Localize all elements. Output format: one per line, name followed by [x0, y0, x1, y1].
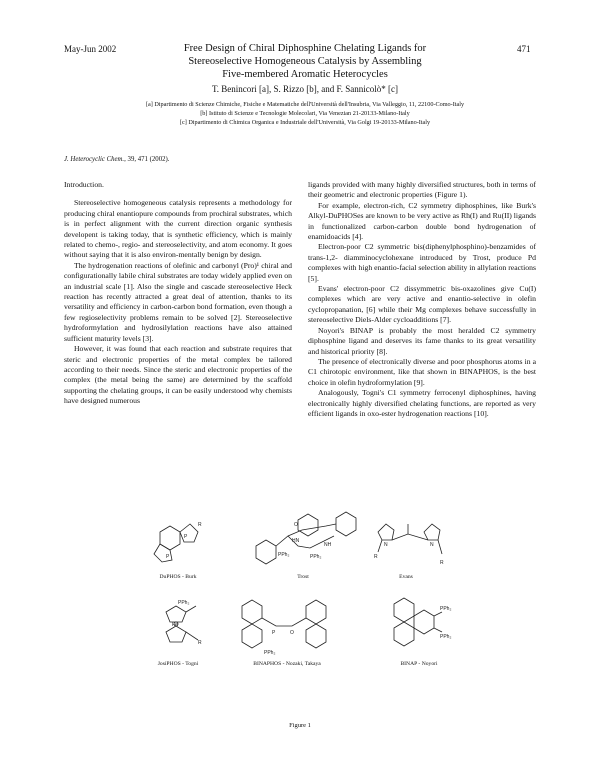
author-list: T. Benincori [a], S. Rizzo [b], and F. Sannicolò* [c] — [211, 84, 399, 94]
paragraph: For example, electron-rich, C2 symmetry diphosphines, like Burk's Alkyl-DuPHOSes are known to be very active as Rh(I) and Ru(II) ligands in functionalized carbon-carbon double bond hydrogenation of enamidoacids [4]. — [308, 200, 536, 242]
paragraph: However, it was found that each reaction and substrate requires that steric and electronic properties of the metal complex be tailored according to their needs. Since the steric and electronic properties of the complex (the metal being the same) are determined by the scaffold supporting the chelating groups, it can be easily understood why chemists have designed numerous — [64, 344, 292, 406]
figure-caption: Figure 1 — [289, 722, 311, 729]
paragraph: Evans' electron-poor C2 dissymmetric bis-oxazolines give Cu(I) complexes which are very active and enantio-selective in olefin cyclopropanation, [6] while their Mg complexes behave successfully in stereoselective Diels-Alder cycloadditions [7]. — [308, 284, 536, 325]
atom-label: HN — [292, 538, 300, 544]
atom-label: N — [430, 542, 434, 548]
atom-label: R — [440, 560, 444, 566]
affiliations — [90, 100, 520, 127]
atom-label: R — [198, 640, 202, 646]
duphos-structure — [148, 514, 208, 564]
atom-label: PPh₂ — [178, 600, 190, 606]
paragraph: ligands provided with many highly diversified structures, both in terms of their geometric and electronic properties (Figure 1). — [308, 180, 536, 200]
atom-label: PPh₂ — [440, 606, 452, 612]
josiphos-label: JosiPHOS - Togni — [157, 661, 199, 667]
atom-label: NH — [324, 542, 332, 548]
atom-label: PPh₂ — [310, 554, 322, 560]
title-line: Free Design of Chiral Diphosphine Chelating Ligands for — [183, 43, 427, 54]
binaphos-label: BINAPHOS - Nozaki, Takaya — [253, 661, 321, 667]
left-column — [64, 180, 292, 407]
josiphos-structure — [148, 596, 208, 656]
atom-label: P — [272, 630, 276, 636]
atom-label: PPh₂ — [264, 650, 276, 656]
paper-title — [140, 42, 470, 81]
paragraph: Noyori's BINAP is probably the most heralded C2 symmetry diphosphine ligand and deserves its fame thanks to its great versatility and historical priority [8]. — [308, 325, 536, 356]
evans-label: Evans — [399, 574, 413, 580]
citation — [64, 156, 169, 163]
paragraph: The hydrogenation reactions of olefinic and carbonyl (Pro)¹ chiral and configurationally labile chiral substrates are today widely applied even on an industrial scale [1]. Also the single and cascade stereoselective Heck reaction has recently attracted a great deal of attention, thanks to its versatility and efficiency in carbon-carbon bond formation, even though a few regioselectivity problems remain to be solved [2]. Stereoselective hydroformylation and hydrosilylation reactions have also attained sufficient maturity levels [3]. — [64, 260, 292, 343]
evans-structure — [372, 512, 452, 572]
affiliation-c: [c] Dipartimento di Chimica Organica e Industriale dell'Università, Via Golgi 19-20133-Milano-Italy — [179, 119, 431, 126]
atom-label: O — [294, 522, 298, 528]
citation-journal: J. Heterocyclic Chem. — [64, 156, 125, 163]
right-column — [308, 180, 536, 419]
citation-details: , 39, 471 (2002). — [124, 156, 170, 163]
affiliation-b: [b] Istituto di Scienze e Tecnologie Molecolari, Via Venezian 21-20133-Milano-Italy — [200, 110, 410, 117]
atom-label: PPh₂ — [440, 634, 452, 640]
atom-label: P — [166, 554, 170, 560]
trost-structure — [248, 506, 358, 566]
binaphos-structure — [232, 596, 342, 658]
title-line: Stereoselective Homogeneous Catalysis by Assembling — [188, 56, 422, 67]
paragraph: Analogously, Togni's C1 symmetry ferrocenyl diphosphines, having electronically highly diversified chelating functions, are reported as very efficient ligands in oxo-ester hydrogenation reactions [10]. — [308, 388, 536, 418]
atom-label: O — [290, 630, 294, 636]
binap-structure — [384, 596, 454, 658]
atom-label: PPh₂ — [278, 552, 290, 558]
trost-label: Trost — [297, 574, 309, 580]
atom-label: N — [384, 542, 388, 548]
running-head-date: May-Jun 2002 — [64, 44, 117, 54]
intro-heading: Introduction. — [64, 180, 104, 189]
atom-label: Fe — [172, 622, 178, 628]
binap-label: BINAP - Noyori — [400, 661, 438, 667]
paragraph: Electron-poor C2 symmetric bis(diphenylphosphino)-benzamides of trans-1,2- diamminocyclohexane introduced by Trost, produce Pd complexes with high enantio-facial selection ability in allylation reactions [5]. — [308, 242, 536, 283]
atom-label: P — [184, 534, 188, 540]
page-number: 471 — [517, 44, 531, 54]
paragraph: The presence of electronically diverse and poor phosphorus atoms in a C1 chirotopic environment, like that shown in BINAPHOS, is the best choice in olefin hydroformylation [9]. — [308, 356, 536, 387]
atom-label: R — [198, 522, 202, 528]
affiliation-a: [a] Dipartimento di Scienze Chimiche, Fisiche e Matematiche dell'Università dell'Insubria, Via Valleggio, 11, 22100-Como-Italy — [145, 101, 465, 108]
paragraph: Stereoselective homogeneous catalysis represents a methodology for producing chiral enantiopure compounds from prochiral substrates, which is in perfect alignment with the current direction organic synthesis developent is taking today, that is synthetic efficiency, which is mainly related to chemo-, regio- and stereoselectivity, and atom economy. It goes without saying that it is also environ-mentally benign by design. — [64, 198, 292, 260]
title-line: Five-membered Aromatic Heterocycles — [222, 69, 388, 80]
atom-label: R — [374, 554, 378, 560]
duphos-label: DuPHOS - Burk — [159, 574, 197, 580]
